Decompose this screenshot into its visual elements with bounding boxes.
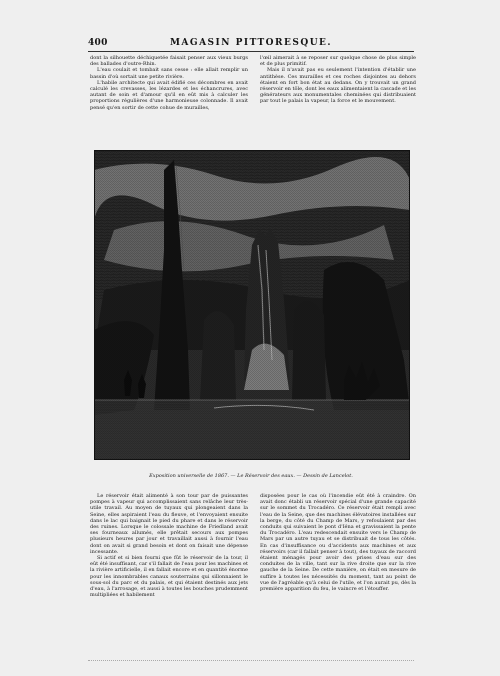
figure-caption: Exposition universelle de 1867. — Le Réservoir des eaux. — Dessin de Lancelot.	[149, 473, 353, 479]
top-left-column	[90, 55, 248, 139]
paragraph: Mais il n'avait pas eu seulement l'intention d'établir une antithèse. Ces murailles et ces roches disjointes au dehors étaient en fort bon état au dedans. On y trouvait un grand réservoir en tôle, dont les eaux alimentaient la cascade et les générateurs aux monumentales cheminées qui distribuaient par tout le palais la vapeur, la force et le mouvement.	[260, 67, 416, 105]
paragraph: disposées pour le cas où l'incendie eût été à craindre. On avait donc établi un réservoir spécial d'une grande capacité sur le sommet du Trocadéro. Ce réservoir était rempli avec l'eau de la Seine, que des machines élévatoires installées sur la berge, du côté du Champ de Mars, y refoulaient par des conduits qui suivaient le pont d'Iéna et gravissaient la pente du Trocadéro. L'eau redescendait ensuite vers le Champ de Mars par un autre tuyau et se distribuait de tous les côtés. En cas d'insuffisance ou d'accidents aux machines et aux réservoirs (car il fallait penser à tout), des tuyaux de raccord étaient ménagés pour avoir des prises d'eau sur des conduites de la ville, tant sur la rive droite que sur la rive gauche de la Seine. De cette manière, on était en mesure de suffire à toutes les nécessités du moment, tant au point de vue de l'agréable qu'à celui de l'utile, et l'on aurait pu, dès la première apparition du feu, le vaincre et l'étouffer.	[260, 493, 416, 593]
paragraph: dont la silhouette déchiquetée faisait penser aux vieux burgs des ballades d'outre-Rhin.	[90, 55, 248, 68]
paragraph: l'œil aimerait à se reposer sur quelque chose de plus simple et de plus primitif.	[260, 55, 416, 68]
journal-title: MAGASIN PITTORESQUE.	[169, 38, 333, 48]
header-rule	[88, 51, 414, 52]
page-number: 400	[88, 38, 108, 48]
paragraph: Si actif et si bien fourni que fût le réservoir de la tour, il eût été insuffisant, car s'il fallait de l'eau pour les machines et la rivière artificielle, il en fallait encore et en quantité énorme pour les innombrables canaux souterrains qui sillonnaient le sous-sol du parc et du palais, et qui étaient destinés aux jets d'eau, à l'arrosage, et aussi à toutes les bouches prudemment multipliées et habilement	[90, 555, 248, 599]
paragraph: L'eau coulait et tombait sans cesse : elle allait remplir un bassin d'où sortait une petite rivière.	[90, 67, 248, 80]
bottom-left-column	[90, 493, 248, 663]
running-header	[88, 38, 414, 50]
bottom-right-column	[260, 493, 416, 663]
engraving-illustration	[94, 150, 410, 460]
paragraph: Le réservoir était alimenté à son tour par de puissantes pompes à vapeur qui accomplissaient sans relâche leur très-utile travail. Au moyen de tuyaux qui plongeaient dans la Seine, elles aspiraient l'eau du fleuve, et l'envoyaient ensuite dans le lac qui baignait le pied du phare et dans le réservoir des ruines. Lorsque le colossale machine de Friedland avait ses fourneaux allumés, elle prêtait secours aux pompes plusieurs heures par jour et travaillait aussi à fournir l'eau dont on avait si grand besoin et dont on faisait une dépense incessante.	[90, 493, 248, 555]
top-right-column	[260, 55, 416, 139]
paragraph: L'habile architecte qui avait édifié ces décombres en avait calculé les crevasses, les lézardes et les échancrures, avec autant de soin et d'amour qu'il en eût mis à calculer les proportions régulières d'une harmonieuse colonnade. Il avait pensé qu'en sortir de cette cohue de murailles,	[90, 79, 248, 111]
footer-rule	[88, 660, 414, 662]
